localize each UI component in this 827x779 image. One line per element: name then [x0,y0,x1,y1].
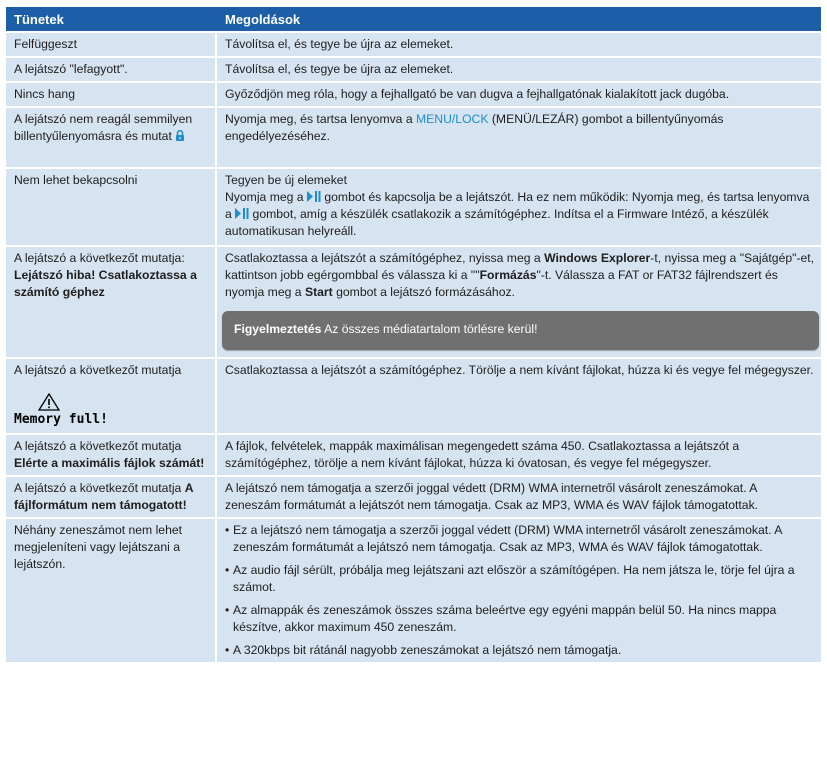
symptom-cell [6,108,217,167]
play-pause-icon [307,191,321,202]
symptom-message: Elérte a maximális fájlok számát! [14,456,205,470]
solution-text: -t, nyissa meg a "Sajátgép"-et, kattintson jobb egérgombbal és válassza ki a "" [225,251,815,282]
solution-text: Nyomja meg a [225,190,307,204]
solution-cell [217,519,821,662]
troubleshooting-table [6,5,821,664]
table-row [6,169,821,245]
symptom-text: A lejátszó a következőt mutatja: [14,251,185,265]
symptom-cell: Felfüggeszt [6,33,217,56]
solution-text: "-t. Válassza a FAT or FAT32 fájlrendszert és nyomja meg a [225,268,778,299]
table-row [6,519,821,662]
symptom-text: A lejátszó nem reagál semmilyen billentyűlenyomásra és mutat [14,112,193,143]
table-row [6,359,821,433]
symptom-text: A lejátszó a következőt mutatja [14,439,182,453]
table-row [6,83,821,106]
menu-lock-key: MENU/LOCK [416,112,489,126]
symptom-cell [6,247,217,357]
warning-label: Figyelmeztetés [234,322,322,336]
solution-text: (MENÜ/LEZÁR) gombot a billentyűnyomás engedélyezéséhez. [225,112,724,143]
solution-cell: Csatlakoztassa a lejátszót a számítógéphez. Törölje a nem kívánt fájlokat, húzza ki és vegye fel mégegyszer. [217,359,821,433]
list-item: • A 320kbps bit rátánál nagyobb zeneszámokat a lejátszó nem támogatja. [225,642,815,659]
symptom-cell: Nem lehet bekapcsolni [6,169,217,245]
solution-text: gombot a lejátszó formázásához. [332,285,515,299]
symptom-message: A fájlformátum nem támogatott! [14,481,194,512]
solution-cell: Győződjön meg róla, hogy a fejhallgató be van dugva a fejhallgatónak kialakított jack dugóba. [217,83,821,106]
symptom-cell: Nincs hang [6,83,217,106]
solution-cell: A fájlok, felvételek, mappák maximálisan megengedett száma 450. Csatlakoztassa a lejátszót a számítógéphez, törölje a nem kívánt fájlokat, húzza ki óvatosan, és vegye fel mégegyszer. [217,435,821,475]
memory-full-text: Memory full! [14,412,108,427]
lock-icon [175,130,185,141]
list-item: • Az almappák és zeneszámok összes száma beleértve egy egyéni mappán belül 50. Ha nincs mappa készítve, akkor maximum 450 zeneszám. [225,602,815,636]
table-row [6,435,821,475]
solution-first-line: Tegyen be új elemeket [225,173,347,187]
table-row [6,247,821,357]
solution-cell: Távolítsa el, és tegye be újra az elemeket. [217,58,821,81]
solution-cell [217,169,821,245]
symptom-message: Lejátszó hiba! Csatlakoztassa a számító géphez [14,268,197,299]
symptom-text: A lejátszó a következőt mutatja [14,363,182,377]
solution-text: gombot, amíg a készülék csatlakozik a számítógéphez. Indítsa el a Firmware Intéző, a készülék automatikusan helyreáll. [225,207,769,238]
solution-bullet-list [225,522,815,659]
solution-cell [217,108,821,167]
symptom-cell: Néhány zeneszámot nem lehet megjeleníteni vagy lejátszani a lejátszón. [6,519,217,662]
solution-bold: Start [304,285,333,299]
header-solutions: Megoldások [217,7,821,31]
warning-text: Az összes médiatartalom törlésre kerül! [321,322,538,336]
solution-text: Csatlakoztassa a lejátszót a számítógéphez, nyissa meg a [225,251,545,265]
symptom-text: A lejátszó a következőt mutatja [14,481,185,495]
table-row [6,108,821,167]
list-item: • Az audio fájl sérült, próbálja meg lejátszani azt először a számítógépen. Ha nem játsza le, törje fel újra a számot. [225,562,815,596]
table-row [6,58,821,81]
symptom-cell [6,435,217,475]
table-row [6,477,821,517]
solution-text: Nyomja meg, és tartsa lenyomva a [225,112,417,126]
warning-icon [38,393,60,411]
symptom-cell [6,359,217,433]
table-header-row [6,7,821,31]
solution-cell [217,247,821,357]
symptom-cell [6,477,217,517]
memory-full-screen [14,393,209,428]
solution-bold: Windows Explorer [544,251,651,265]
header-symptoms: Tünetek [6,7,217,31]
table-row [6,33,821,56]
solution-cell: Távolítsa el, és tegye be újra az elemeket. [217,33,821,56]
symptom-cell: A lejátszó "lefagyott". [6,58,217,81]
play-pause-icon [235,208,249,219]
warning-box [222,311,819,350]
list-item: • Ez a lejátszó nem támogatja a szerzői joggal védett (DRM) WMA internetről vásárolt zeneszámokat. A zeneszám formátumát a lejátszó nem támogatja. Csak az MP3, WMA és WAV fájlok támogatottak. [225,522,815,556]
solution-cell: A lejátszó nem támogatja a szerzői joggal védett (DRM) WMA internetről vásárolt zeneszámokat. A zeneszám formátumát a lejátszót nem támogatja. Csak az MP3, WMA és WAV fájlok támogatottak. [217,477,821,517]
solution-paragraph [225,250,815,301]
solution-text: gombot és kapcsolja be a lejátszót. Ha ez nem működik: Nyomja meg, és tartsa lenyomva a [225,190,810,221]
solution-bold: Formázás [479,268,537,282]
